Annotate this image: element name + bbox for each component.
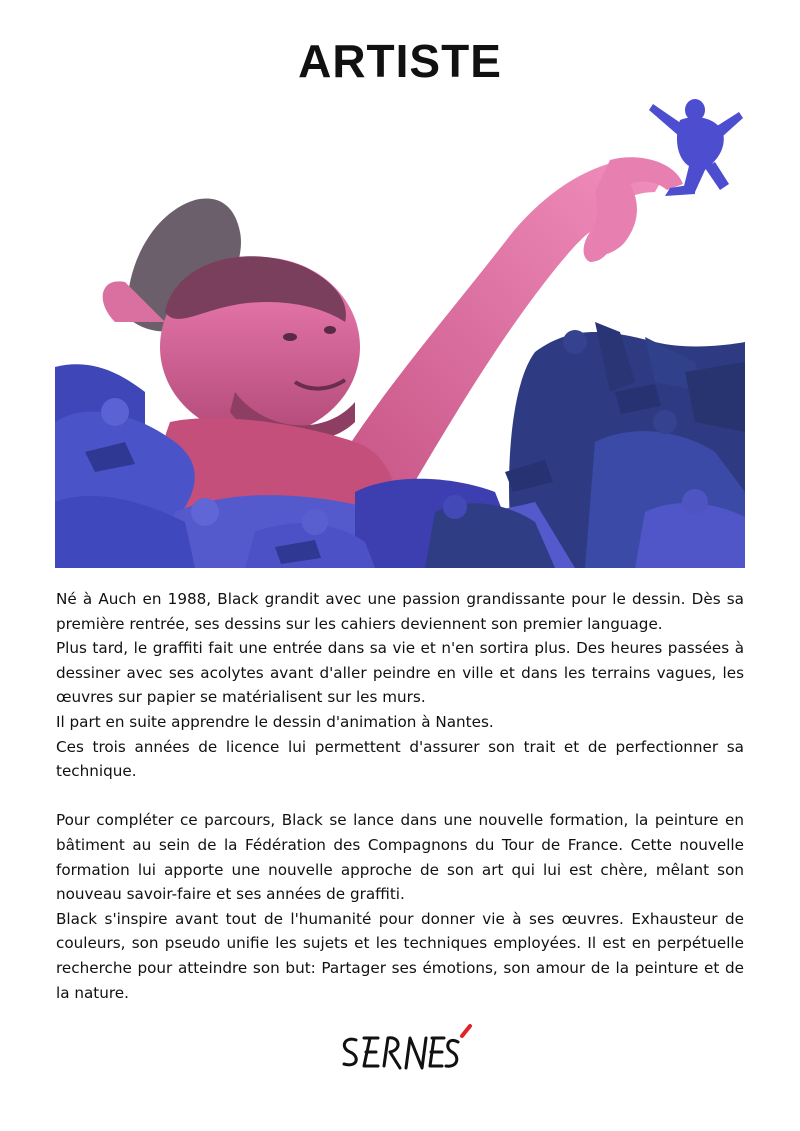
page-title: ARTISTE xyxy=(298,35,502,87)
signature-mark xyxy=(334,1022,474,1082)
artist-signature xyxy=(334,1022,474,1082)
bio-paragraph: Plus tard, le graffiti fait une entrée dans sa vie et n'en sortira plus. Des heures passées à dessiner avec ses acolytes avant d'aller peindre en ville et dans les terrains vagues, les œuvres sur papier se matérialisent sur les murs. xyxy=(56,639,744,707)
bio-paragraph: Pour compléter ce parcours, Black se lance dans une nouvelle formation, la peinture en bâtiment au sein de la Fédération des Compagnons du Tour de France. Cette nouvelle formation lui apporte une nouvelle approche de son art qui lui est chère, mêlant son nouveau savoir-faire et ses années de graffiti. xyxy=(56,811,744,904)
artist-portrait-illustration xyxy=(55,92,745,568)
paragraph-gap xyxy=(56,784,744,809)
bio-paragraph: Ces trois années de licence lui permettent d'assurer son trait et de perfectionner sa technique. xyxy=(56,737,744,781)
bio-paragraph: Il part en suite apprendre le dessin d'animation à Nantes. xyxy=(56,712,494,731)
bio-paragraph: Né à Auch en 1988, Black grandit avec une passion grandissante pour le dessin. Dès sa première rentrée, ses dessins sur les cahiers deviennent son premier language. xyxy=(56,590,744,633)
biography-text xyxy=(56,587,744,1005)
bio-paragraph: Black s'inspire avant tout de l'humanité pour donner vie à ses œuvres. Exhausteur de couleurs, son pseudo unifie les sujets et les techniques employées. Il est en perpétuelle recherche pour atteindre son but: Partager ses émotions, son amour de la peinture et de la nature. xyxy=(56,909,744,1002)
hero-illustration xyxy=(55,92,745,568)
